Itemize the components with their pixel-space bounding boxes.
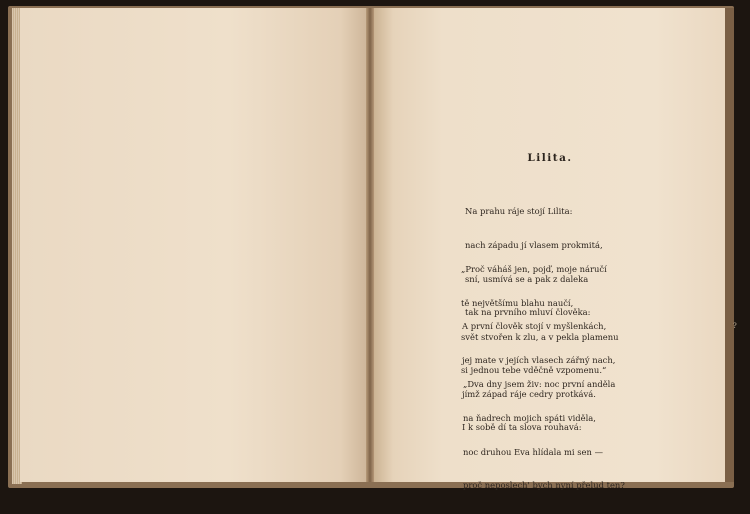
poem-line: na ňadrech mojich spáti viděla,: [463, 413, 596, 424]
left-page-blank: [20, 8, 368, 482]
poem-line: Na prahu ráje stojí Lilita:: [465, 206, 573, 217]
poem-line: sní, usmívá se a pak z daleka: [465, 273, 589, 284]
poem-line: jímž západ ráje cedry protkává.: [462, 388, 596, 399]
poem-line: „Dva dny jsem živ: noc první anděla: [463, 379, 616, 390]
poem-line: jej mate v jejích vlasech zářný nach,: [462, 355, 616, 366]
margin-mark: ?: [733, 322, 737, 330]
poem-line: nach západu jí vlasem prokmitá,: [465, 240, 603, 251]
poem-line: si jednou tebe vděčně vzpomenu.“: [461, 365, 607, 376]
poem-line: A první člověk stojí v myšlenkách,: [462, 321, 607, 332]
poem-line: tě největšímu blahu naučí,: [461, 298, 574, 309]
poem-title: Lilita.: [527, 152, 573, 164]
poem-line: „Proč váháš jen, pojď, moje náručí: [461, 264, 607, 275]
poem-line: tak na prvního mluví člověka:: [465, 307, 591, 318]
poem-line: I k sobě dí ta slova rouhavá:: [462, 422, 582, 433]
poem-line: noc druhou Eva hlídala mi sen —: [463, 446, 603, 457]
book-gutter: [366, 8, 374, 482]
poem-line: proč neposlech' bych nyní přelud ten?: [463, 480, 625, 491]
poem-line: svět stvořen k zlu, a v pekla plamenu: [461, 331, 619, 342]
right-cover-edge: [725, 8, 734, 482]
stanza-4: [463, 357, 625, 514]
